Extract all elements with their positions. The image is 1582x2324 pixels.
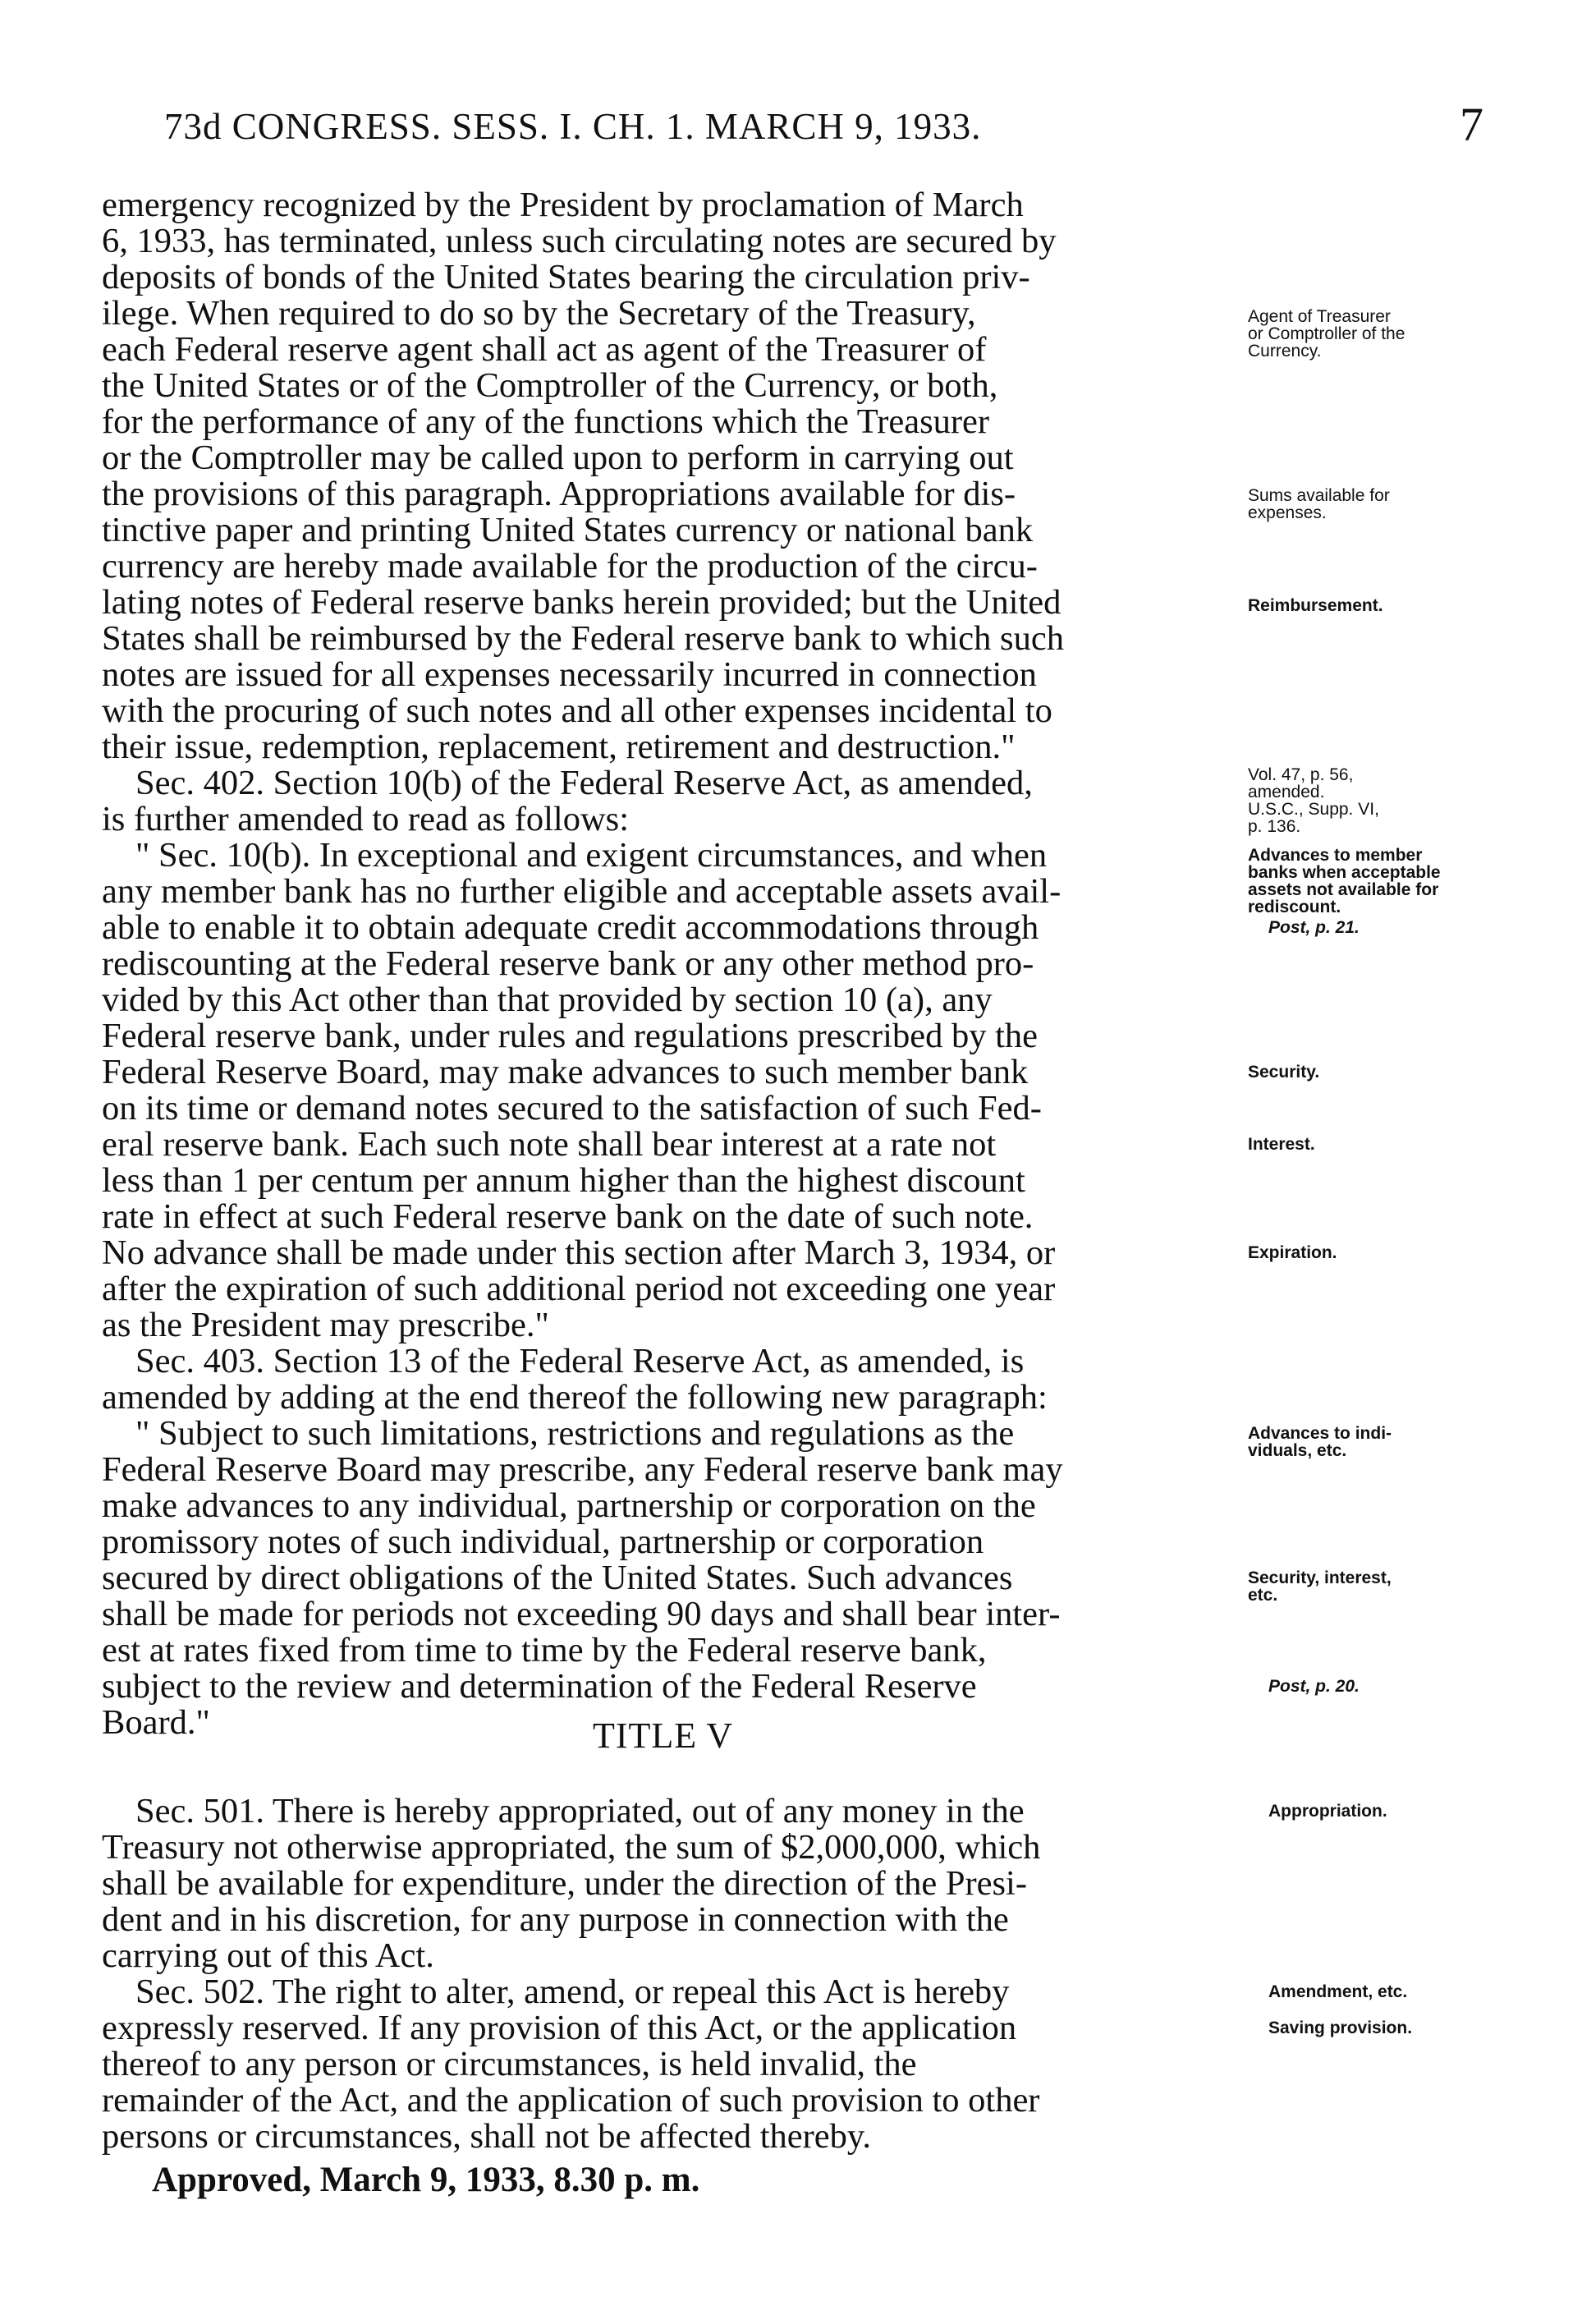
note-line: amended. (1248, 783, 1325, 801)
text-line: their issue, redemption, replacement, retirement and destruction." (102, 728, 1016, 766)
text-line: Sec. 501. There is hereby appropriated, out of any money in the (135, 1792, 1025, 1830)
title-heading: TITLE V (593, 1715, 734, 1756)
text-line: for the performance of any of the functions which the Treasurer (102, 402, 990, 441)
text-line: persons or circumstances, shall not be affected thereby. (102, 2117, 872, 2156)
text-line: thereof to any person or circumstances, is held invalid, the (102, 2045, 917, 2083)
text-line: on its time or demand notes secured to the satisfaction of such Fed- (102, 1089, 1042, 1128)
text-line: " Sec. 10(b). In exceptional and exigent circumstances, and when (135, 836, 1048, 875)
margin-note-post-20: Post, p. 20. (1268, 1677, 1360, 1696)
margin-note-advances (1248, 847, 1441, 916)
note-line: Currency. (1248, 342, 1322, 361)
note-line: assets not available for (1248, 880, 1439, 899)
note-line: p. 136. (1248, 817, 1301, 836)
margin-note-security: Security. (1248, 1063, 1320, 1082)
note-line: viduals, etc. (1248, 1441, 1347, 1460)
text-line: make advances to any individual, partnership or corporation on the (102, 1486, 1036, 1525)
text-line: rediscounting at the Federal reserve bank or any other method pro- (102, 944, 1034, 983)
text-line: any member bank has no further eligible and acceptable assets avail- (102, 872, 1062, 911)
text-line: Treasury not otherwise appropriated, the sum of $2,000,000, which (102, 1828, 1041, 1867)
note-line: Agent of Treasurer (1248, 307, 1391, 326)
text-line: or the Comptroller may be called upon to perform in carrying out (102, 439, 1014, 477)
text-line: lating notes of Federal reserve banks herein provided; but the United (102, 583, 1062, 622)
text-line: subject to the review and determination of the Federal Reserve (102, 1667, 977, 1706)
note-line: expenses. (1248, 503, 1327, 522)
margin-note-advances-individuals (1248, 1425, 1392, 1459)
text-line: tinctive paper and printing United States currency or national bank (102, 511, 1034, 549)
text-line: emergency recognized by the President by proclamation of March (102, 186, 1024, 224)
margin-note-interest: Interest. (1248, 1135, 1315, 1154)
text-line: Federal Reserve Board, may make advances to such member bank (102, 1053, 1029, 1091)
text-line: after the expiration of such additional period not exceeding one year (102, 1270, 1056, 1308)
text-line: Sec. 402. Section 10(b) of the Federal Reserve Act, as amended, (135, 764, 1033, 802)
text-line: each Federal reserve agent shall act as agent of the Treasurer of (102, 330, 987, 369)
text-line: dent and in his discretion, for any purpose in connection with the (102, 1900, 1009, 1939)
margin-note-reimbursement: Reimbursement. (1248, 596, 1383, 615)
margin-note-expiration: Expiration. (1248, 1243, 1337, 1262)
text-line: est at rates fixed from time to time by the Federal reserve bank, (102, 1631, 987, 1670)
text-line: rate in effect at such Federal reserve bank on the date of such note. (102, 1197, 1034, 1236)
text-line: able to enable it to obtain adequate credit accommodations through (102, 908, 1039, 947)
running-head: 73d CONGRESS. SESS. I. CH. 1. MARCH 9, 1933. (164, 106, 982, 147)
text-line: less than 1 per centum per annum higher than the highest discount (102, 1161, 1025, 1200)
note-line: Vol. 47, p. 56, (1248, 765, 1354, 784)
text-line: as the President may prescribe." (102, 1306, 549, 1344)
text-line: expressly reserved. If any provision of this Act, or the application (102, 2009, 1017, 2047)
margin-note-appropriation: Appropriation. (1268, 1802, 1387, 1821)
note-line: Security, interest, (1248, 1568, 1392, 1587)
text-line: Federal reserve bank, under rules and regulations prescribed by the (102, 1017, 1038, 1055)
text-line: secured by direct obligations of the United States. Such advances (102, 1559, 1013, 1597)
margin-note-agent (1248, 308, 1405, 360)
margin-note-vol (1248, 766, 1379, 835)
note-line: Sums available for (1248, 486, 1390, 505)
text-line: is further amended to read as follows: (102, 800, 630, 838)
text-line: the provisions of this paragraph. Appropriations available for dis- (102, 475, 1016, 513)
approved-line: Approved, March 9, 1933, 8.30 p. m. (152, 2161, 700, 2199)
text-line: amended by adding at the end thereof the following new paragraph: (102, 1378, 1048, 1417)
margin-note-post-21: Post, p. 21. (1268, 918, 1360, 937)
text-line: Federal Reserve Board may prescribe, any Federal reserve bank may (102, 1450, 1063, 1489)
text-line: shall be available for expenditure, under the direction of the Presi- (102, 1864, 1028, 1903)
text-line: No advance shall be made under this section after March 3, 1934, or (102, 1233, 1056, 1272)
note-line: rediscount. (1248, 898, 1341, 916)
note-line: Advances to member (1248, 846, 1423, 865)
margin-note-sums (1248, 487, 1390, 521)
text-line: Board." (102, 1703, 210, 1742)
text-line: vided by this Act other than that provided by section 10 (a), any (102, 981, 993, 1019)
text-line: ilege. When required to do so by the Secretary of the Treasury, (102, 294, 976, 333)
text-line: Sec. 502. The right to alter, amend, or repeal this Act is hereby (135, 1973, 1010, 2011)
text-line: remainder of the Act, and the application of such provision to other (102, 2081, 1040, 2120)
margin-note-saving: Saving provision. (1268, 2019, 1413, 2037)
text-line: " Subject to such limitations, restrictions and regulations as the (135, 1414, 1015, 1453)
text-line: promissory notes of such individual, partnership or corporation (102, 1523, 984, 1561)
text-line: the United States or of the Comptroller of the Currency, or both, (102, 366, 998, 405)
margin-note-amendment: Amendment, etc. (1268, 1982, 1408, 2001)
text-line: eral reserve bank. Each such note shall bear interest at a rate not (102, 1125, 997, 1164)
text-line: 6, 1933, has terminated, unless such circulating notes are secured by (102, 222, 1057, 260)
text-line: Sec. 403. Section 13 of the Federal Reserve Act, as amended, is (135, 1342, 1025, 1380)
note-line: etc. (1248, 1586, 1278, 1605)
page-number: 7 (1460, 98, 1483, 151)
margin-note-security-interest (1248, 1569, 1392, 1604)
text-line: notes are issued for all expenses necessarily incurred in connection (102, 655, 1037, 694)
text-line: States shall be reimbursed by the Federal reserve bank to which such (102, 619, 1064, 658)
text-line: with the procuring of such notes and all other expenses incidental to (102, 691, 1052, 730)
text-line: carrying out of this Act. (102, 1936, 434, 1975)
note-line: banks when acceptable (1248, 863, 1441, 882)
text-line: currency are hereby made available for the production of the circu- (102, 547, 1038, 586)
note-line: U.S.C., Supp. VI, (1248, 800, 1379, 819)
note-line: Advances to indi- (1248, 1424, 1392, 1443)
text-line: deposits of bonds of the United States bearing the circulation priv- (102, 258, 1030, 296)
note-line: or Comptroller of the (1248, 324, 1405, 343)
text-line: shall be made for periods not exceeding 90 days and shall bear inter- (102, 1595, 1061, 1633)
